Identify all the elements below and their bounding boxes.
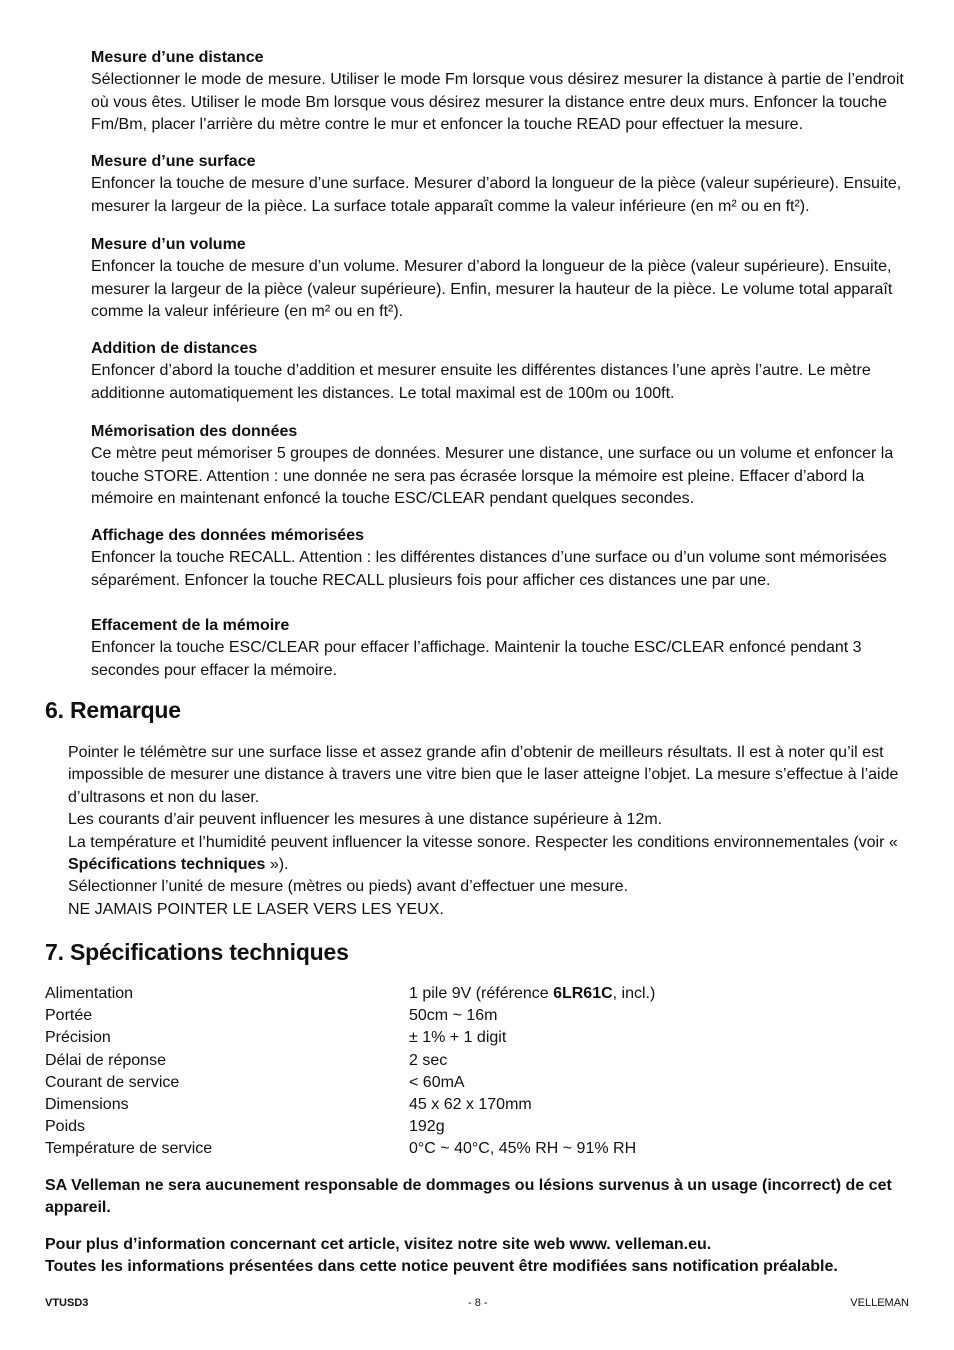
spec-value: ± 1% + 1 digit bbox=[409, 1029, 507, 1047]
spec-value: 0°C ~ 40°C, 45% RH ~ 91% RH bbox=[409, 1140, 637, 1158]
spec-row bbox=[45, 1005, 905, 1027]
section-text: Enfoncer la touche de mesure d’une surface. Mesurer d’abord la longueur de la pièce (valeur supérieure). Ensuite, mesurer la largeur de la pièce. La surface totale apparaît comme la valeur inférieure (en m² ou en ft²). bbox=[91, 175, 902, 215]
heading-remarque: 6. Remarque bbox=[45, 697, 181, 723]
section-title: Addition de distances bbox=[91, 340, 258, 357]
section-effacement bbox=[91, 615, 911, 682]
spec-row bbox=[45, 1072, 905, 1094]
section-text: Ce mètre peut mémoriser 5 groupes de données. Mesurer une distance, une surface ou un volume et enfoncer la touche STORE. Attention : une donnée ne sera pas écrasée lorsque la mémoire est pleine. Effacer d’abord la mémoire en maintenant enfoncé la touche ESC/CLEAR pendant quelques secondes. bbox=[91, 445, 894, 508]
spec-row bbox=[45, 983, 905, 1005]
section-title: Affichage des données mémorisées bbox=[91, 527, 364, 544]
text-span: 1 pile 9V (référence bbox=[409, 985, 554, 1002]
heading-specifications: 7. Spécifications techniques bbox=[45, 939, 349, 965]
spec-label: Alimentation bbox=[45, 985, 134, 1002]
spec-value: 45 x 62 x 170mm bbox=[409, 1095, 532, 1113]
section-title: Mémorisation des données bbox=[91, 423, 298, 440]
section-title: Mesure d’un volume bbox=[91, 236, 246, 253]
spec-value: 50cm ~ 16m bbox=[409, 1007, 498, 1025]
section-text: Sélectionner le mode de mesure. Utiliser le mode Fm lorsque vous désirez mesurer la distance à partie de l’endroit où vous êtes. Utiliser le mode Bm lorsque vous désirez mesurer la distance entre deux murs. Enfoncer la touche Fm/Bm, placer l’arrière du mètre contre le mur et enfoncer la touche READ pour effectuer la mesure. bbox=[91, 71, 904, 134]
remarque-paragraph bbox=[68, 832, 908, 877]
bold-reference: Spécifications techniques bbox=[68, 856, 266, 874]
spec-label: Portée bbox=[45, 1007, 93, 1025]
bold-reference: 6LR61C bbox=[553, 985, 613, 1002]
spec-row bbox=[45, 1138, 905, 1160]
footer-model: VTUSD3 bbox=[45, 1297, 89, 1309]
section-memorisation bbox=[91, 421, 911, 511]
remarque-paragraph: Sélectionner l’unité de mesure (mètres ou pieds) avant d’effectuer une mesure. bbox=[68, 878, 629, 896]
liability-note: SA Velleman ne sera aucunement responsable de dommages ou lésions survenus à un usage (incorrect) de cet appareil. bbox=[45, 1177, 892, 1217]
section-text: Enfoncer la touche de mesure d’un volume. Mesurer d’abord la longueur de la pièce (valeur supérieure). Ensuite, mesurer la largeur de la pièce (valeur supérieure). Enfin, mesurer la hauteur de la pièce. Le volume total apparaît comme la valeur inférieure (en m² ou en ft²). bbox=[91, 258, 893, 321]
remarque-paragraph: Pointer le télémètre sur une surface lisse et assez grande afin d’obtenir de meilleurs résultats. Il est à noter qu’il est impossible de mesurer une distance à travers une vitre bien que le laser atteigne l’objet. La mesure s’effectue à l’aide d’ultrasons et non du laser. bbox=[68, 744, 899, 806]
spec-value bbox=[409, 983, 655, 1005]
section-title: Mesure d’une surface bbox=[91, 153, 256, 170]
section-text: Enfoncer la touche RECALL. Attention : les différentes distances d’une surface ou d’un volume sont mémorisées séparément. Enfoncer la touche RECALL plusieurs fois pour afficher ces distances une par une. bbox=[91, 549, 887, 589]
section-text: Enfoncer la touche ESC/CLEAR pour effacer l’affichage. Maintenir la touche ESC/CLEAR enfoncé pendant 3 secondes pour effacer la mémoire. bbox=[91, 639, 862, 679]
footer-page-number: - 8 - bbox=[468, 1297, 488, 1309]
footer-brand: VELLEMAN bbox=[850, 1297, 909, 1309]
remarque-body bbox=[68, 742, 908, 921]
spec-label: Courant de service bbox=[45, 1073, 180, 1091]
spec-value: 192g bbox=[409, 1118, 445, 1136]
section-affichage bbox=[91, 525, 911, 592]
spec-label: Température de service bbox=[45, 1140, 213, 1158]
spec-value: 2 sec bbox=[409, 1051, 448, 1069]
spec-value: < 60mA bbox=[409, 1073, 465, 1091]
remarque-paragraph: NE JAMAIS POINTER LE LASER VERS LES YEUX. bbox=[68, 900, 444, 918]
section-surface bbox=[91, 151, 911, 218]
text-span: , incl.) bbox=[612, 985, 656, 1002]
section-title: Mesure d’une distance bbox=[91, 49, 264, 66]
spec-label: Poids bbox=[45, 1118, 86, 1136]
section-title: Effacement de la mémoire bbox=[91, 617, 290, 634]
info-line: Toutes les informations présentées dans cette notice peuvent être modifiées sans notification préalable. bbox=[45, 1258, 838, 1276]
info-line: Pour plus d’information concernant cet article, visitez notre site web www. velleman.eu. bbox=[45, 1236, 712, 1253]
spec-row bbox=[45, 1116, 905, 1138]
section-volume bbox=[91, 234, 911, 324]
text-span: La température et l’humidité peuvent influencer la vitesse sonore. Respecter les conditions environnementales (voir « bbox=[68, 833, 898, 851]
spec-row bbox=[45, 1050, 905, 1072]
spec-label: Dimensions bbox=[45, 1095, 129, 1113]
section-addition bbox=[91, 338, 911, 405]
spec-label: Précision bbox=[45, 1029, 111, 1047]
remarque-paragraph: Les courants d’air peuvent influencer les mesures à une distance supérieure à 12m. bbox=[68, 811, 663, 829]
text-span: »). bbox=[265, 856, 289, 874]
section-distance bbox=[91, 47, 911, 137]
spec-label: Délai de réponse bbox=[45, 1051, 166, 1069]
info-note bbox=[45, 1234, 905, 1279]
section-text: Enfoncer d’abord la touche d’addition et mesurer ensuite les différentes distances l’une après l’autre. Le mètre additionne automatiquement les distances. Le total maximal est de 100m ou 100ft. bbox=[91, 362, 871, 402]
spec-row bbox=[45, 1027, 905, 1049]
spec-row bbox=[45, 1094, 905, 1116]
specs-table bbox=[45, 983, 905, 1161]
